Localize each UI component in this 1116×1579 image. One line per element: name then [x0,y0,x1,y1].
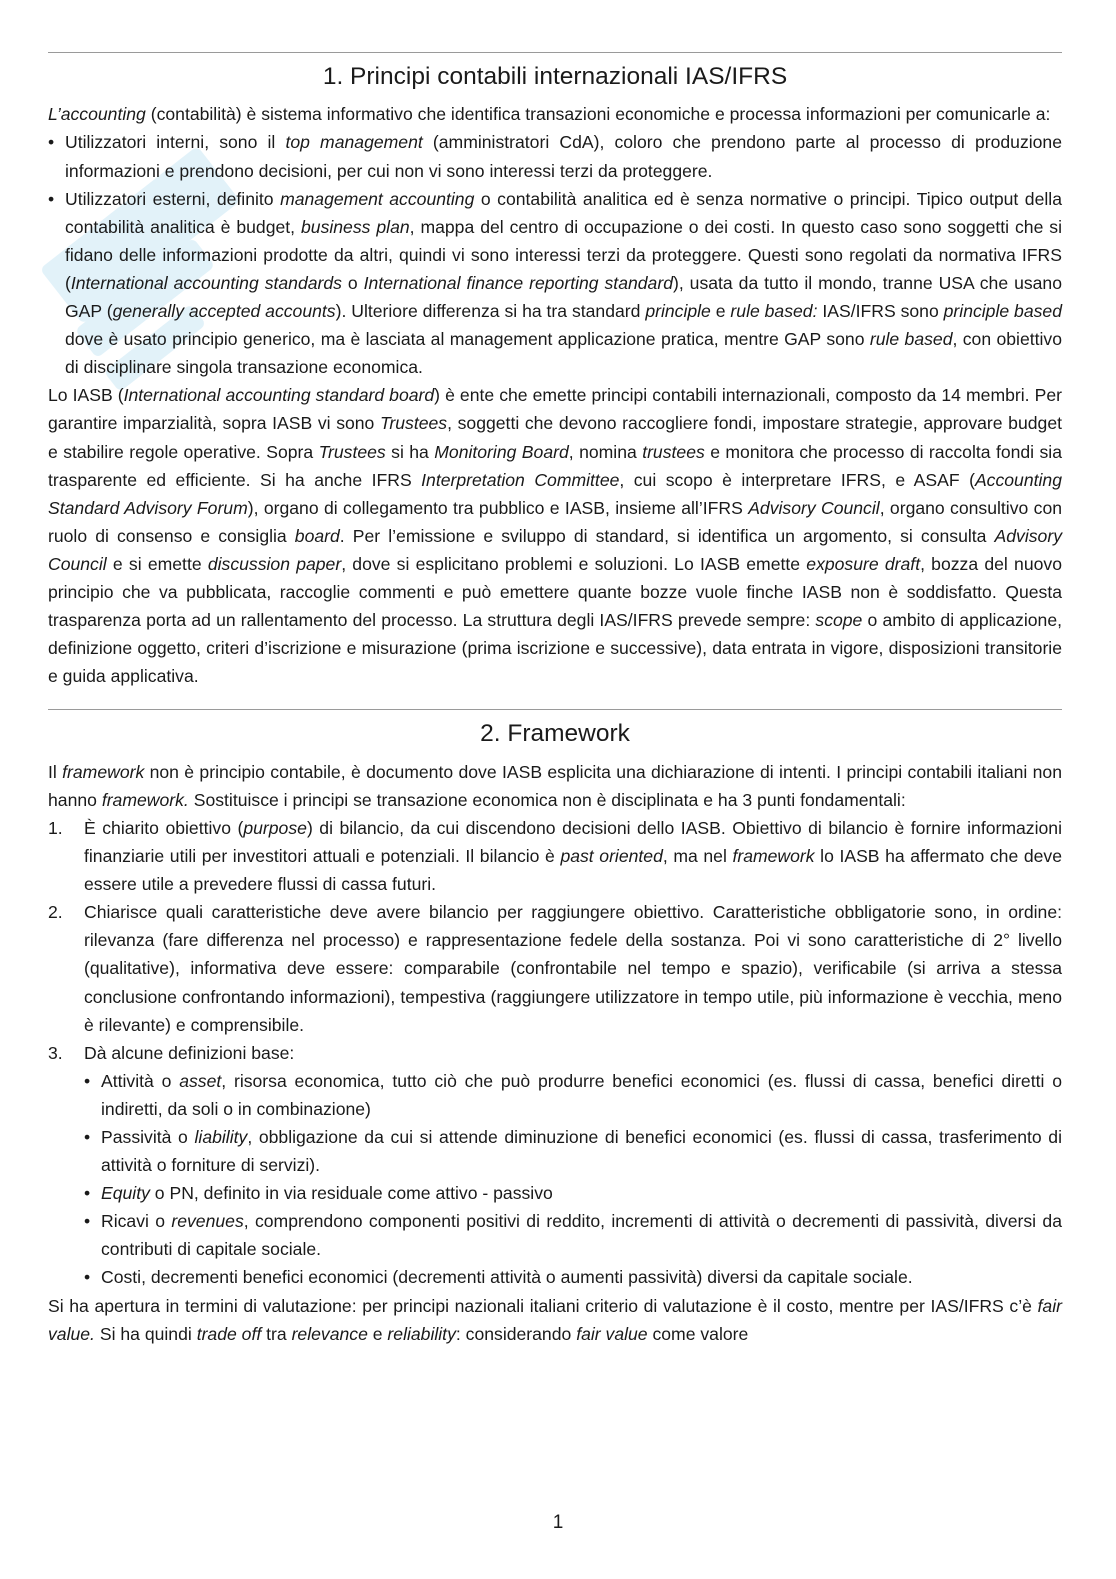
italic-term: framework [732,846,815,867]
document-page [48,36,1062,1348]
sublist-item: • Costi, decrementi benefici economici (decrementi attività o aumenti passività) diversi da capitale sociale. [84,1263,1062,1291]
sublist-item: • Ricavi o revenues, comprendono componenti positivi di reddito, incrementi di attività o decrementi di passività, diversi da contributi di capitale sociale. [84,1207,1062,1263]
sublist-item: • Passività o liability, obbligazione da cui si attende diminuzione di benefici economici (es. flussi di cassa, trasferimento di attività o forniture di servizi). [84,1123,1062,1179]
section1-intro: L’accounting (contabilità) è sistema informativo che identifica transazioni economiche e processa informazioni per comunicarle a: [48,104,1051,125]
italic-term: principle [645,301,711,322]
page-number: 1 [552,1512,564,1533]
italic-term: Accounting Standard Advisory Forum [48,469,1062,518]
list-marker: 3. [48,1042,63,1063]
italic-term: trade off [196,1323,262,1344]
list-marker: 1. [48,817,63,838]
italic-term: fair value. [48,1295,1062,1344]
italic-term: Interpretation Committee [421,469,620,490]
italic-term: framework. [101,789,189,810]
list-item-text: Dà alcune definizioni base: [84,1042,295,1063]
italic-term: International accounting standard board [123,385,435,406]
definitions-sublist [84,1067,1062,1292]
section-title-1: 1. Principi contabili internazionali IAS/IFRS [322,63,788,90]
italic-term: Monitoring Board [434,441,569,462]
section-divider [48,709,1062,710]
list-item [48,898,1062,1038]
section1-bullet-list [48,128,1062,381]
italic-term: top management [285,132,423,153]
italic-term: Equity [101,1183,150,1204]
italic-term: board [294,525,340,546]
italic-term: management accounting [280,188,475,209]
list-item [48,814,1062,898]
italic-term: business plan [301,216,410,237]
italic-term: rule based: [730,301,818,322]
italic-term: rule based [869,329,953,350]
sublist-item: • Attività o asset, risorsa economica, tutto ciò che può produrre benefici economici (es. flussi di cassa, benefici diretti o indiretti, da soli o in combinazione) [84,1067,1062,1123]
italic-term: liability [194,1126,248,1147]
italic-term: discussion paper [207,553,342,574]
list-item: • Utilizzatori esterni, definito management accounting o contabilità analitica ed è senza normative o principi. Tipico output della contabilità analitica è budget, business plan, mappa del centro di occupazione o dei costi. In questo caso sono soggetti che si fidano delle informazioni prodotte da altri, quindi vi sono interessi terzi da proteggere. Questi sono regolati da normativa IFRS (International accounting standards o International finance reporting standard), usata da tutto il mondo, tranne USA che usano GAP (generally accepted accounts). Ulteriore differenza si ha tra standard principle e rule based: IAS/IFRS sono principle based dove è usato principio generico, ma è lasciata al management applicazione pratica, mentre GAP sono rule based, con obiettivo di disciplinare singola transazione economica. [48,185,1062,382]
section2-intro: Il framework non è principio contabile, è documento dove IASB esplicita una dichiarazione di intenti. I principi contabili italiani non hanno framework. Sostituisce i principi se transazione economica non è disciplinata e ha 3 punti fondamentali: [48,761,1062,810]
list-item [48,1039,1062,1292]
italic-term: Advisory Council [748,497,880,518]
italic-term: relevance [291,1323,368,1344]
italic-term: trustees [642,441,705,462]
italic-term: principle based [943,301,1062,322]
italic-term: exposure draft [806,553,921,574]
italic-term: International finance reporting standard [363,272,673,293]
list-marker: 2. [48,902,63,923]
section-title-2: 2. Framework [480,720,630,748]
italic-term: Trustees [379,413,448,434]
list-item-text: Chiarisce quali caratteristiche deve avere bilancio per raggiungere obiettivo. Caratteristiche obbligatorie sono, in ordine: rilevanza (fare differenza nel processo) e rappresentazione fedele della sostanza. Poi vi sono caratteristiche di 2° livello (qualitative), informativa deve essere: comparabile (confrontabile nel tempo e spazio), verificabile (si arriva a stessa conclusione confrontando informazioni), tempestiva (raggiungere utilizzatore in tempo utile, più informazione è vecchia, meno è rilevante) e comprensibile. [84,902,1062,1035]
italic-term: purpose [243,817,307,838]
italic-term: asset [179,1070,222,1091]
italic-term: past oriented [560,846,663,867]
italic-term: framework [62,761,145,782]
section2-closing-paragraph: Si ha apertura in termini di valutazione: per principi nazionali italiani criterio di valutazione è il costo, mentre per IAS/IFRS c’è fair value. Si ha quindi trade off tra relevance e reliability: considerando fair value come valore [48,1295,1062,1344]
section2-numbered-list [48,814,1062,1292]
list-item: • Utilizzatori interni, sono il top management (amministratori CdA), coloro che prendono parte al processo di produzione informazioni e prendono decisioni, per cui non vi sono interessi terzi da proteggere. [48,128,1062,184]
italic-term: Advisory Council [48,525,1062,574]
section-divider [48,52,1062,53]
italic-term: scope [815,610,863,631]
section1-iasb-paragraph: Lo IASB (International accounting standard board) è ente che emette principi contabili internazionali, composto da 14 membri. Per garantire imparzialità, sopra IASB vi sono Trustees, soggetti che devono raccogliere fondi, impostare strategie, approvare budget e stabilire regole operative. Sopra Trustees si ha Monitoring Board, nomina trustees e monitora che processo di raccolta fondi sia trasparente ed efficiente. Si ha anche IFRS Interpretation Committee, cui scopo è interpretare IFRS, e ASAF (Accounting Standard Advisory Forum), organo di collegamento tra pubblico e IASB, insieme all’IFRS Advisory Council, organo consultivo con ruolo di consenso e consiglia board. Per l’emissione e sviluppo di standard, si identifica un argomento, si consulta Advisory Council e si emette discussion paper, dove si esplicitano problemi e soluzioni. Lo IASB emette exposure draft, bozza del nuovo principio che va pubblicata, raccoglie commenti e può emettere quante bozze vuole finche IASB non è soddisfatto. Questa trasparenza porta ad un rallentamento del processo. La struttura degli IAS/IFRS prevede sempre: scope o ambito di applicazione, definizione oggetto, criteri d’iscrizione e misurazione (prima iscrizione e successive), data entrata in vigore, disposizioni transitorie e guida applicativa. [48,385,1063,687]
italic-term: generally accepted accounts [112,301,336,322]
italic-term: fair value [576,1323,648,1344]
list-item-text: È chiarito obiettivo (purpose) di bilancio, da cui discendono decisioni dello IASB. Obiettivo di bilancio è fornire informazioni finanziarie utili per investitori attuali e potenziali. Il bilancio è past oriented, ma nel framework lo IASB ha affermato che deve essere utile a prevedere flussi di cassa futuri. [84,817,1062,895]
italic-term: L’accounting [48,104,146,125]
sublist-item: • Equity o PN, definito in via residuale come attivo - passivo [84,1179,1062,1207]
italic-term: revenues [171,1211,244,1232]
italic-term: Trustees [318,441,386,462]
italic-term: International accounting standards [70,272,342,293]
italic-term: reliability [387,1323,456,1344]
